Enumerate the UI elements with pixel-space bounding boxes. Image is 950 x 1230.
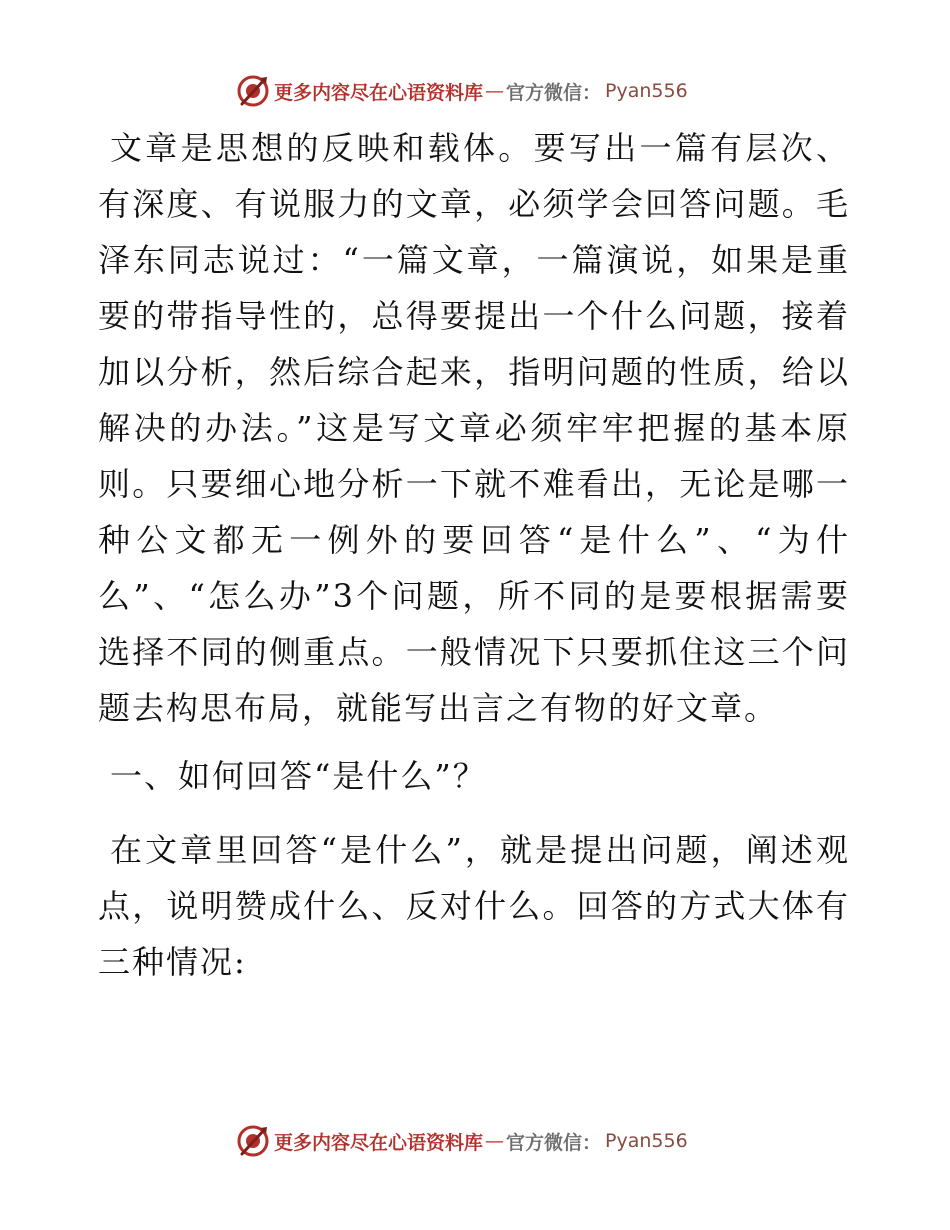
watermark-label: 官方微信： [506, 81, 602, 104]
quill-logo-icon [236, 1124, 270, 1158]
watermark-dash: — [485, 1130, 505, 1152]
document-body [98, 120, 850, 1002]
watermark-wechat-id: Pyan556 [605, 80, 688, 102]
header-watermark [236, 73, 688, 109]
watermark-dash: — [485, 80, 505, 102]
intro-paragraph: 文章是思想的反映和载体。要写出一篇有层次、有深度、有说服力的文章，必须学会回答问题。毛泽东同志说过：“一篇文章，一篇演说，如果是重要的带指导性的，总得要提出一个什么问题，接着加以分析，然后综合起来，指明问题的性质，给以解决的办法。”这是写文章必须牢牢把握的基本原则。只要细心地分析一下就不难看出，无论是哪一种公文都无一例外的要回答“是什么”、“为什么”、“怎么办”3个问题，所不同的是要根据需要选择不同的侧重点。一般情况下只要抓住这三个问题去构思布局，就能写出言之有物的好文章。 [98, 129, 850, 727]
watermark-wechat-id: Pyan556 [605, 1130, 688, 1152]
watermark-site-text: 更多内容尽在心语资料库 [274, 81, 484, 104]
section-paragraph: 在文章里回答“是什么”，就是提出问题，阐述观点，说明赞成什么、反对什么。回答的方式大体有三种情况: [98, 831, 850, 981]
watermark-site-text: 更多内容尽在心语资料库 [274, 1131, 484, 1154]
quill-logo-icon [236, 74, 270, 108]
section-heading: 一、如何回答“是什么”？ [110, 757, 487, 795]
footer-watermark [236, 1123, 688, 1159]
watermark-label: 官方微信： [506, 1131, 602, 1154]
